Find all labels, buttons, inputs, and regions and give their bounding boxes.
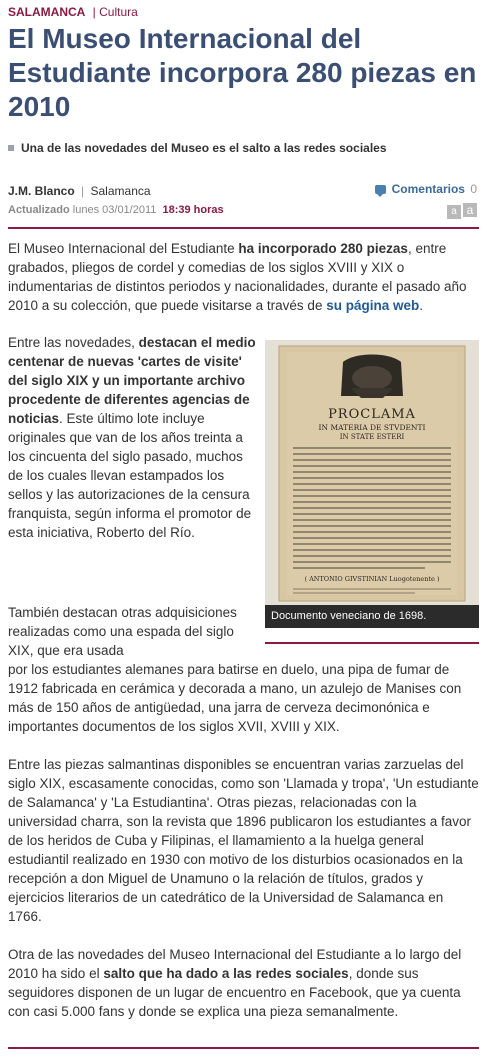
p2-text-c: . Este último lote incluye originales que van de los años treinta a los cincuenta del siglo pasado, muchos de los cuales llevan estampados los sellos y las autorizaciones de la censura franquista, según informa el promotor de esta iniciativa, Roberto del Río.	[8, 411, 252, 540]
updated-label: Actualizado	[8, 204, 70, 216]
subtitle-text: Una de las novedades del Museo es el salto a las redes sociales	[21, 141, 387, 155]
byline	[8, 184, 151, 198]
updated-date: lunes 03/01/2011	[72, 204, 157, 216]
author-name: J.M. Blanco	[8, 184, 75, 198]
p5-text-a: Otra de las novedades del Museo Internacional del Estudiante a lo largo del 2010 ha sido el	[8, 947, 462, 981]
proclama-line-1: IN MATERIA DE STVDENTI	[318, 423, 426, 432]
comments-link[interactable]	[375, 182, 477, 196]
paragraph-3-top: También destacan otras adquisiciones realizadas como una espada del siglo XIX, que era usada	[8, 605, 237, 658]
paragraph-5	[8, 945, 480, 1021]
comments-count: 0	[470, 182, 477, 196]
museum-website-link[interactable]: su página web	[326, 298, 420, 313]
p2-bold: destacan el medio centenar de nuevas 'cartes de visite' del siglo XIX y un importante archivo procedente de diferentes agencias de noticias	[8, 335, 256, 426]
document-image	[265, 340, 479, 605]
p5-bold: salto que ha dado a las redes sociales	[103, 966, 349, 981]
p2-text-a: Entre las novedades,	[8, 335, 139, 350]
byline-separator: |	[81, 184, 85, 198]
subsection-link[interactable]: | Cultura	[92, 5, 138, 19]
section-link[interactable]: SALAMANCA	[8, 5, 86, 19]
square-bullet-icon	[8, 145, 14, 151]
document-body-lines	[293, 448, 451, 568]
speech-bubble-icon	[375, 185, 386, 194]
paragraph-2	[8, 333, 258, 542]
figure-caption: Documento veneciano de 1698.	[265, 605, 479, 628]
paragraph-3-bottom: por los estudiantes alemanes para batirse en duelo, una pipa de fumar de 1912 fabricada en cerámica y decorada a mano, un azulejo de Manises con más de 150 años de antigüedad, una jarra de cerveza decimonónica e importantes documentos de los siglos XVII, XVIII y XIX.	[8, 662, 462, 734]
header-divider	[8, 227, 479, 229]
figure-divider	[265, 642, 479, 644]
p1-text-c: , entre grabados, pliegos de cordel y comedias de los siglos XVIII y XIX o indumentarias de distintos periodos y nacionalidades, durante el pasado año 2010 a su colección, que puede visitarse a través de	[8, 241, 467, 313]
proclama-line-2: IN STATE ESTERI	[339, 433, 405, 441]
footer-divider	[8, 1047, 479, 1049]
comments-label[interactable]: Comentarios	[391, 182, 465, 196]
article-headline: El Museo Internacional del Estudiante incorpora 280 piezas en 2010	[8, 23, 477, 122]
update-timestamp	[8, 204, 224, 216]
article-figure[interactable]	[265, 340, 479, 628]
updated-time: 18:39 horas	[162, 204, 224, 216]
byline-location: Salamanca	[90, 184, 151, 198]
proclama-footer: ( ANTONIO GIVSTINIAN Luogotenente )	[304, 575, 440, 583]
p1-text-a: El Museo Internacional del Estudiante	[8, 241, 239, 256]
paragraph-4: Entre las piezas salmantinas disponibles se encuentran varias zarzuelas del siglo XIX, escasamente conocidas, como son 'Llamada y tropa', 'Un estudiante de Salamanca' y 'La Estudiantina'. Otras piezas, relacionadas con la universidad charra, son la revista que 1896 publicaron los estudiantes a favor de los heridos de Cuba y Filipinas, el llamamiento a la huelga general estudiantil realizado en 1930 con motivo de los disturbios ocasionados en la recepción a don Miguel de Unamuno o la relación de títulos, grados y ejercicios literarios de un catedrático de la Universidad de Salamanca en 1766.	[8, 757, 479, 924]
font-size-controls	[445, 201, 477, 219]
p1-bold: ha incorporado 280 piezas	[238, 241, 408, 256]
paragraph-1	[8, 239, 480, 315]
font-smaller-button[interactable]: a	[447, 205, 461, 219]
font-larger-button[interactable]: a	[463, 203, 477, 217]
article-subtitle	[8, 141, 387, 155]
section-breadcrumb	[8, 5, 138, 19]
proclama-title: PROCLAMA	[328, 407, 416, 422]
p5-text-c: , donde sus seguidores disponen de un lugar de encuentro en Facebook, que ya cuenta con casi 5.000 fans y donde se explica una pieza semanalmente.	[8, 966, 461, 1019]
p1-text-d: .	[419, 298, 423, 313]
